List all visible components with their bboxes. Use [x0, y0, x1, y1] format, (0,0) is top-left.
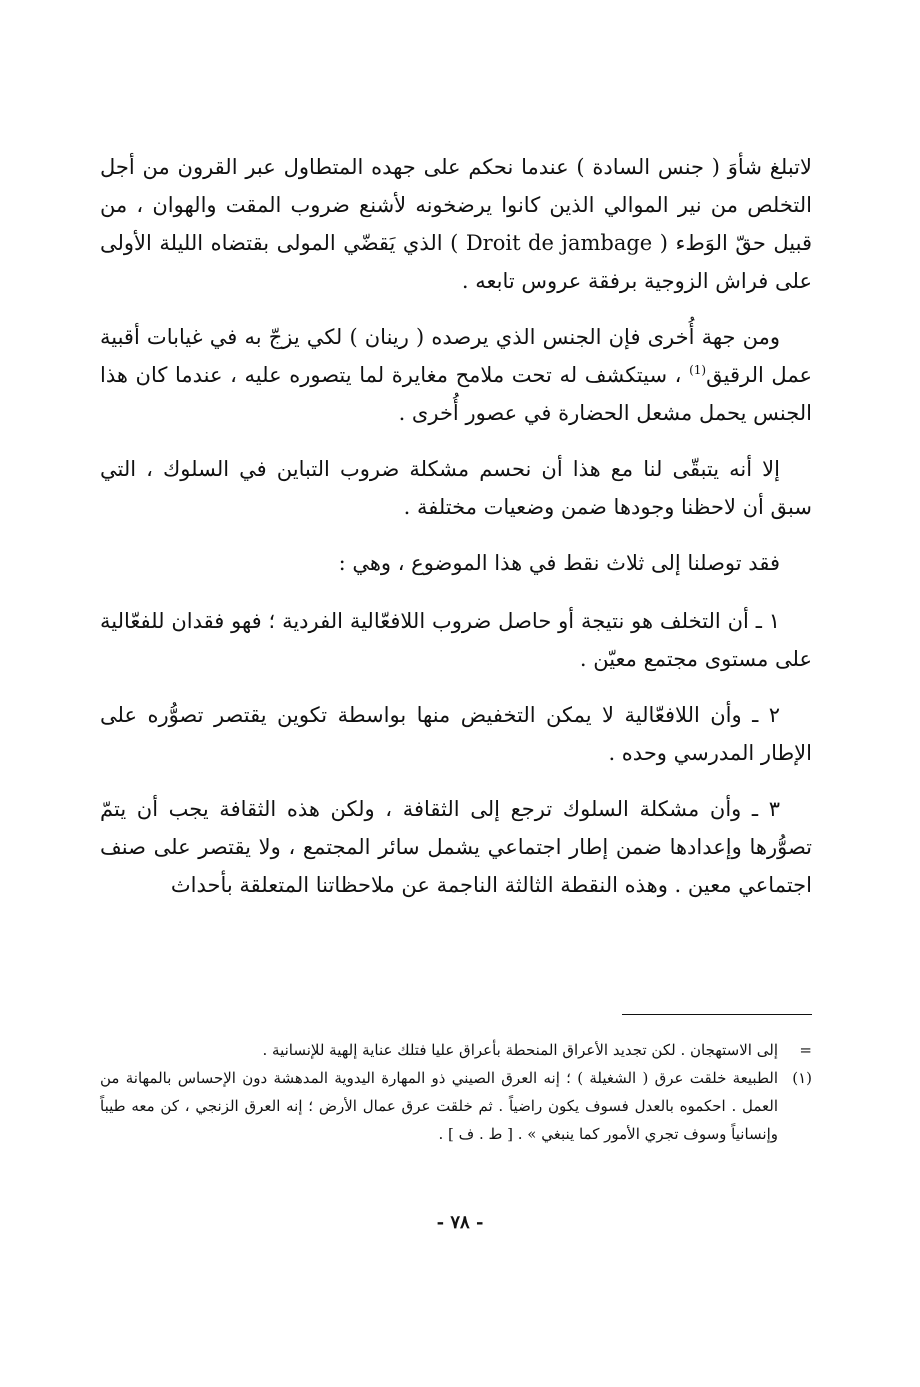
paragraph-3: إلا أنه يتبقّى لنا مع هذا أن نحسم مشكلة ضروب التباين في السلوك ، التي سبق أن لاحظنا وجودها ضمن وضعيات مختلفة .	[100, 457, 812, 519]
list-item-3: ٣ ـ وأن مشكلة السلوك ترجع إلى الثقافة ، ولكن هذه الثقافة يجب أن يتمّ تصوُّرها وإعدادها ضمن إطار اجتماعي يشمل سائر المجتمع ، ولا يقتصر على صنف اجتماعي معين . وهذه النقطة الثالثة الناجمة عن ملاحظاتنا المتعلقة بأحداث	[100, 797, 812, 897]
paragraph-2	[100, 318, 812, 432]
footnote-text: إلى الاستهجان . لكن تجديد الأعراق المنحطة بأعراق عليا فتلك عناية إلهية للإنسانية .	[262, 1041, 778, 1059]
paragraph-4: فقد توصلنا إلى ثلاث نقط في هذا الموضوع ، وهي :	[338, 551, 780, 575]
footnote-text: الطبيعة خلقت عرق ( الشغيلة ) ؛ إنه العرق الصيني ذو المهارة اليدوية المدهشة دون الإحساس بالمهانة من العمل . احكموه بالعدل فسوف يكون راضياً . ثم خلقت عرق عمال الأرض ؛ إنه العرق الزنجي ، كن معه طيباً وإنسانياً وسوف تجري الأمور كما ينبغي » . [ ط . ف ] .	[100, 1069, 778, 1143]
paragraph-2-text-before: ومن جهة أُخرى فإن الجنس الذي يرصده ( رينان ) لكي يزجّ به في غيابات أقبية عمل الرقيق	[100, 325, 812, 387]
footnote-continuation	[100, 1036, 812, 1064]
footnotes	[100, 1036, 812, 1148]
main-text	[100, 148, 812, 922]
list-item-1: ١ ـ أن التخلف هو نتيجة أو حاصل ضروب اللافعّالية الفردية ؛ فهو فقدان للفعّالية على مستوى مجتمع معيّن .	[100, 609, 812, 671]
footnote-mark: (١)	[792, 1069, 812, 1087]
page-number: - ٧٨ -	[436, 1212, 484, 1233]
footnote-1	[100, 1064, 812, 1148]
paragraph-1: لاتبلغ شأوَ ( جنس السادة ) عندما نحكم على جهده المتطاول عبر القرون من أجل التخلص من نير الموالي الذين كانوا يرضخونه لأشنع ضروب المقت والهوان ، من قبيل حقّ الوَطء ( Droit de jambage ) الذي يَقضّي المولى بقتضاه الليلة الأولى على فراش الزوجية برفقة عروس تابعه .	[100, 155, 812, 293]
list-item-2: ٢ ـ وأن اللافعّالية لا يمكن التخفيض منها بواسطة تكوين يقتصر تصوُّره على الإطار المدرسي وحده .	[100, 703, 812, 765]
footnote-divider	[622, 1014, 812, 1015]
footnote-reference-1: (1)	[689, 363, 707, 377]
paragraph-2-text-after: ، سيتكشف له تحت ملامح مغايرة لما يتصوره عليه ، عندما كان هذا الجنس يحمل مشعل الحضارة في عصور أُخرى .	[100, 363, 812, 425]
footnote-mark: =	[799, 1041, 812, 1059]
